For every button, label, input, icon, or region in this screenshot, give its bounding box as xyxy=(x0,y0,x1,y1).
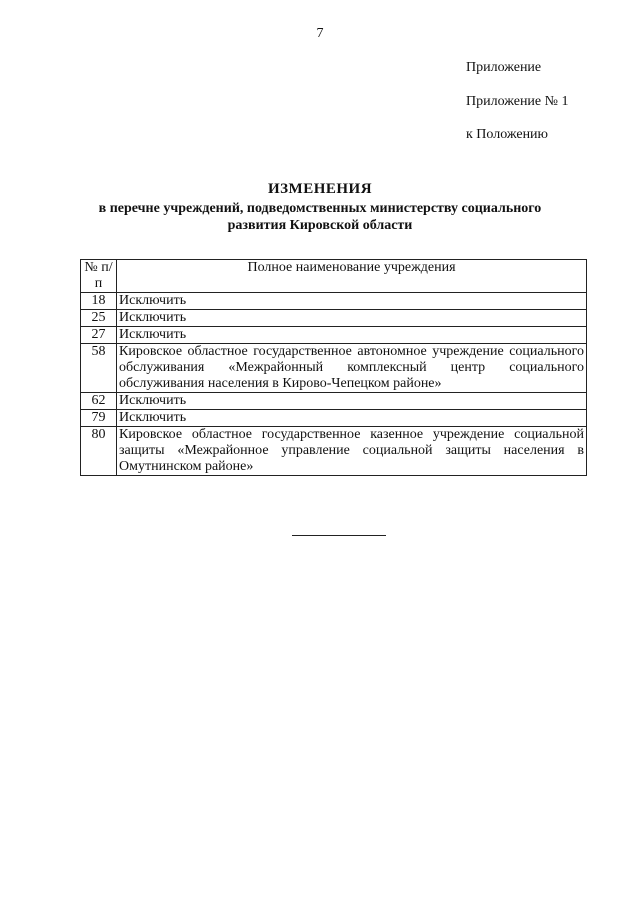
appendix-line-3: к Положению xyxy=(466,127,549,142)
column-header-name: Полное наименование учреждения xyxy=(117,260,587,293)
institution-name: Исключить xyxy=(117,393,587,410)
appendix-line-2: Приложение № 1 xyxy=(466,94,569,109)
table-body xyxy=(81,293,587,476)
institution-name: Исключить xyxy=(117,310,587,327)
row-number: 80 xyxy=(81,427,117,476)
row-number: 79 xyxy=(81,410,117,427)
row-number: 62 xyxy=(81,393,117,410)
table-row xyxy=(81,344,587,393)
document-title: ИЗМЕНЕНИЯ xyxy=(267,181,373,197)
row-number: 27 xyxy=(81,327,117,344)
institutions-changes-table xyxy=(80,259,587,476)
table-row xyxy=(81,393,587,410)
row-number: 58 xyxy=(81,344,117,393)
table-row xyxy=(81,427,587,476)
institution-name: Кировское областное государственное казенное учреждение социальной защиты «Межрайонное управление социальной защиты населения в Омутнинском районе» xyxy=(117,427,587,476)
appendix-line-1: Приложение xyxy=(466,60,542,75)
end-separator-line xyxy=(292,535,386,536)
column-header-number: № п/п xyxy=(81,260,117,293)
document-subtitle-line-1: в перечне учреждений, подведомственных министерству социального xyxy=(98,201,542,216)
institution-name: Кировское областное государственное автономное учреждение социального обслуживания «Межрайонный комплексный центр социального обслуживания населения в Кирово-Чепецком районе» xyxy=(117,344,587,393)
page-number: 7 xyxy=(316,26,324,41)
institution-name: Исключить xyxy=(117,293,587,310)
row-number: 18 xyxy=(81,293,117,310)
table-row xyxy=(81,327,587,344)
table-row xyxy=(81,293,587,310)
institution-name: Исключить xyxy=(117,410,587,427)
row-number: 25 xyxy=(81,310,117,327)
institution-name: Исключить xyxy=(117,327,587,344)
table-header-row xyxy=(81,260,587,293)
table-row xyxy=(81,310,587,327)
document-subtitle-line-2: развития Кировской области xyxy=(227,218,413,233)
table-row xyxy=(81,410,587,427)
